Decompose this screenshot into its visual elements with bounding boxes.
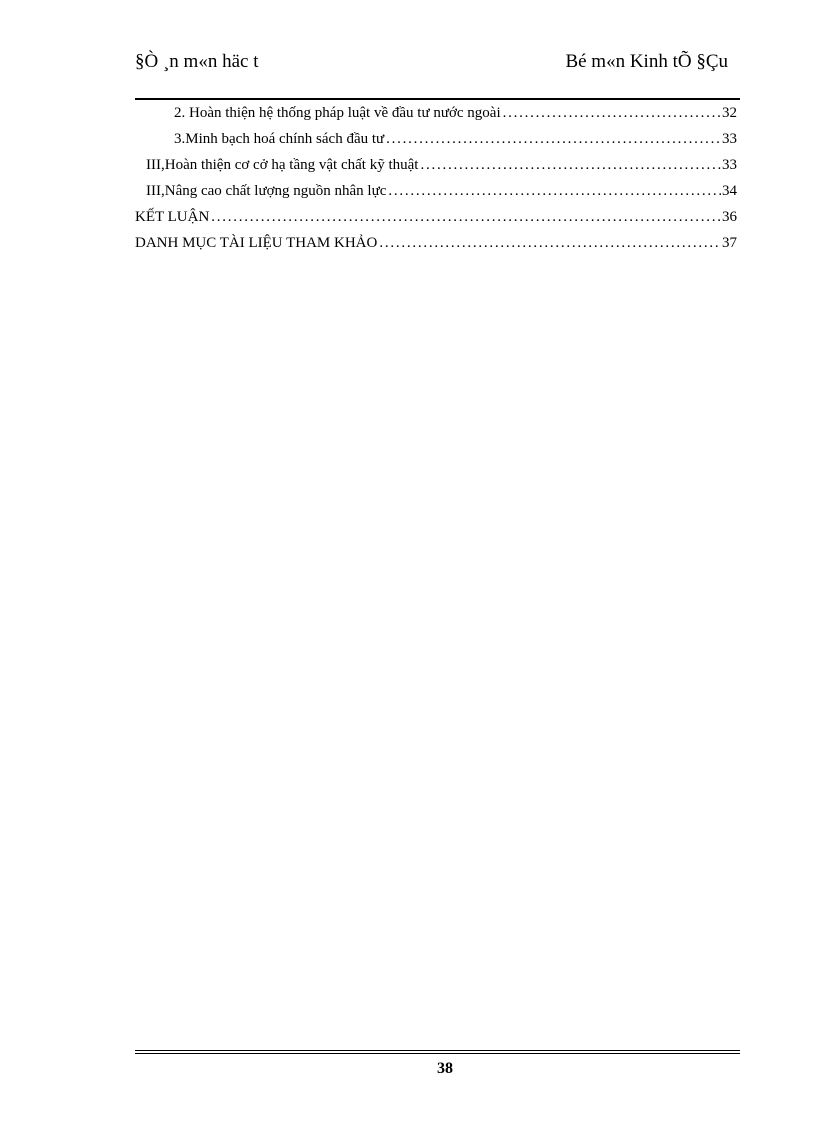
toc-dot-leader [503, 100, 721, 126]
toc-entry [135, 204, 737, 230]
page-number: 38 [437, 1060, 453, 1077]
toc-dot-leader [379, 230, 721, 256]
table-of-contents [135, 100, 737, 256]
footer-rule-bottom [135, 1053, 740, 1054]
toc-entry-label: III,Hoàn thiện cơ cở hạ tầng vật chất kỹ thuật [146, 157, 419, 173]
toc-entry-page: 37 [722, 235, 737, 251]
toc-entry-page: 34 [722, 183, 737, 199]
toc-entry [135, 100, 737, 126]
toc-dot-leader [211, 204, 721, 230]
toc-entry-label: DANH MỤC TÀI LIỆU THAM KHẢO [135, 235, 378, 251]
toc-dot-leader [388, 178, 721, 204]
page-header [135, 50, 740, 100]
header-left-text: §Ò ¸n m«n häc t [135, 51, 259, 72]
toc-entry [135, 230, 737, 256]
header-right-text: Bé m«n Kinh tÕ §Çu [565, 51, 728, 72]
toc-entry-label: III,Nâng cao chất lượng nguồn nhân lực [146, 183, 387, 199]
toc-entry-label: KẾT LUẬN [135, 209, 210, 225]
toc-dot-leader [386, 126, 721, 152]
toc-entry-label: 2. Hoàn thiện hệ thống pháp luật về đầu tư nước ngoài [174, 105, 501, 121]
toc-entry-page: 33 [722, 157, 737, 173]
footer-rule-top [135, 1050, 740, 1051]
toc-entry-page: 36 [722, 209, 737, 225]
toc-entry-page: 32 [722, 105, 737, 121]
toc-entry [135, 178, 737, 204]
toc-entry-label: 3.Minh bạch hoá chính sách đầu tư [174, 131, 385, 147]
toc-entry-page: 33 [722, 131, 737, 147]
toc-dot-leader [420, 152, 721, 178]
toc-entry [135, 126, 737, 152]
toc-entry [135, 152, 737, 178]
